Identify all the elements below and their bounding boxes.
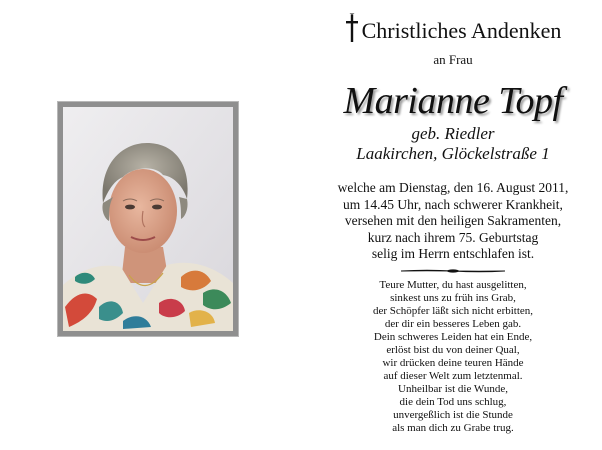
salutation: an Frau: [433, 52, 473, 67]
poem-line: der Schöpfer läßt sich nicht erbitten,: [372, 304, 534, 317]
poem-line: auf dieser Welt zum letztenmal.: [383, 369, 523, 382]
death-notice: [328, 180, 578, 263]
notice-line: welche am Dienstag, den 16. August 2011,: [337, 180, 569, 195]
poem-line: wir drücken deine teuren Hände: [382, 356, 524, 369]
notice-line: kurz nach ihrem 75. Geburtstag: [367, 229, 539, 245]
memorial-poem: [328, 279, 578, 435]
poem-line: Dein schweres Leiden hat ein Ende,: [373, 330, 533, 343]
poem-line: Teure Mutter, du hast ausgelitten,: [379, 278, 527, 291]
notice-line: um 14.45 Uhr, nach schwerer Krankheit,: [343, 196, 563, 212]
memorial-text: [328, 16, 578, 435]
heading-text: Christliches Andenken: [361, 18, 562, 43]
notice-line: selig im Herrn entschlafen ist.: [371, 246, 535, 261]
maiden-name: geb. Riedler: [411, 124, 495, 143]
poem-line: als man dich zu Grabe trug.: [392, 421, 514, 434]
ornamental-divider: [401, 268, 505, 274]
poem-line: sinkest uns zu früh ins Grab,: [390, 291, 516, 304]
address: Laakirchen, Glöckelstraße 1: [356, 144, 550, 163]
cross-icon: [345, 13, 359, 43]
poem-line: Unheilbar ist die Wunde,: [398, 382, 508, 395]
poem-line: die dein Tod uns schlug,: [399, 395, 507, 408]
poem-line: unvergeßlich ist die Stunde: [393, 408, 513, 421]
notice-line: versehen mit den heiligen Sakramenten,: [344, 213, 562, 228]
heading-row: [328, 16, 578, 46]
portrait-frame: [58, 102, 238, 336]
poem-line: erlöst bist du von deiner Qual,: [386, 343, 520, 356]
poem-line: der dir ein besseres Leben gab.: [384, 317, 522, 330]
portrait-photo: [63, 107, 233, 331]
deceased-name: Marianne Topf: [343, 80, 563, 122]
